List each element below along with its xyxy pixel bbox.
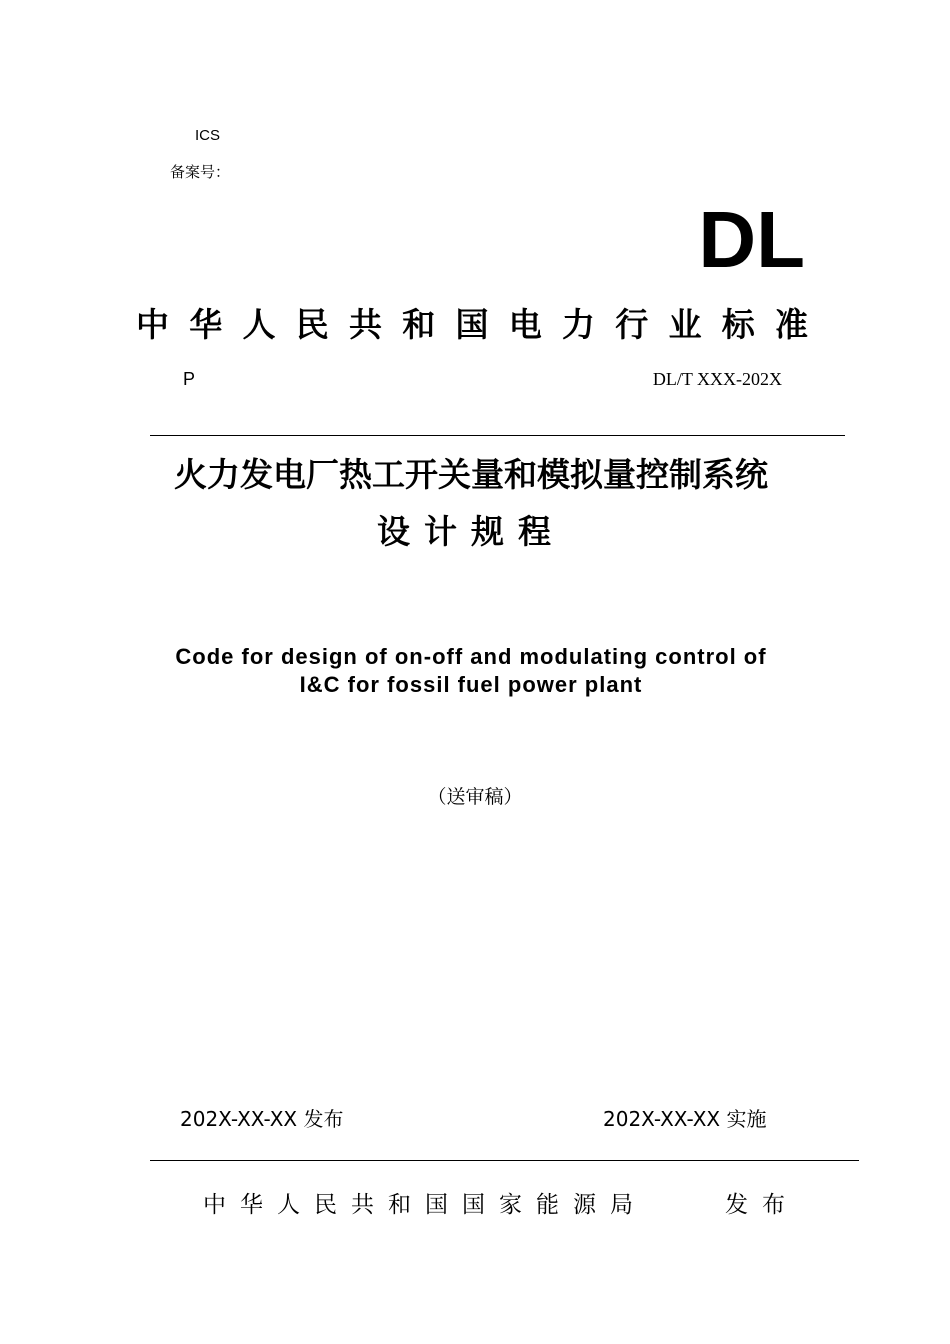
standard-title-char: 民	[295, 305, 329, 344]
standard-title-char: 和	[402, 305, 436, 344]
implement-date: 202X-XX-XX 实施	[603, 1107, 767, 1131]
category-code: P	[183, 369, 196, 389]
english-title	[0, 643, 942, 699]
chinese-title-line-1: 火力发电厂热工开关量和模拟量控制系统	[174, 455, 768, 494]
standard-title-char: 标	[721, 305, 755, 344]
ics-label: ICS	[195, 127, 221, 144]
standard-title-char: 中	[136, 305, 169, 344]
issuing-authority: 中华人民共和国国家能源局	[203, 1192, 647, 1218]
record-number-label: 备案号：	[170, 163, 231, 181]
top-divider	[150, 435, 845, 436]
standard-title-char: 华	[189, 305, 223, 344]
standard-title-char: 业	[668, 305, 702, 344]
issue-label: 发布	[725, 1192, 799, 1218]
draft-status: （送审稿）	[427, 786, 523, 808]
standard-title-char: 力	[562, 305, 595, 344]
standard-title-char: 准	[775, 305, 808, 344]
english-title-line-2: I&C for fossil fuel power plant	[299, 672, 643, 697]
chinese-title-line-2: 设计规程	[377, 512, 565, 551]
standard-title	[136, 305, 808, 345]
standard-title-char: 行	[615, 305, 649, 344]
publish-date: 202X-XX-XX 发布	[180, 1107, 344, 1131]
standard-title-char: 共	[349, 305, 382, 344]
dl-logo: DL	[698, 195, 805, 284]
bottom-divider	[150, 1160, 859, 1161]
english-title-line-1: Code for design of on-off and modulating control of	[175, 644, 767, 669]
standard-title-char: 电	[508, 305, 542, 344]
standard-title-char: 人	[242, 305, 276, 344]
standard-title-char: 国	[455, 305, 489, 344]
standard-number: DL/T XXX-202X	[652, 369, 782, 389]
